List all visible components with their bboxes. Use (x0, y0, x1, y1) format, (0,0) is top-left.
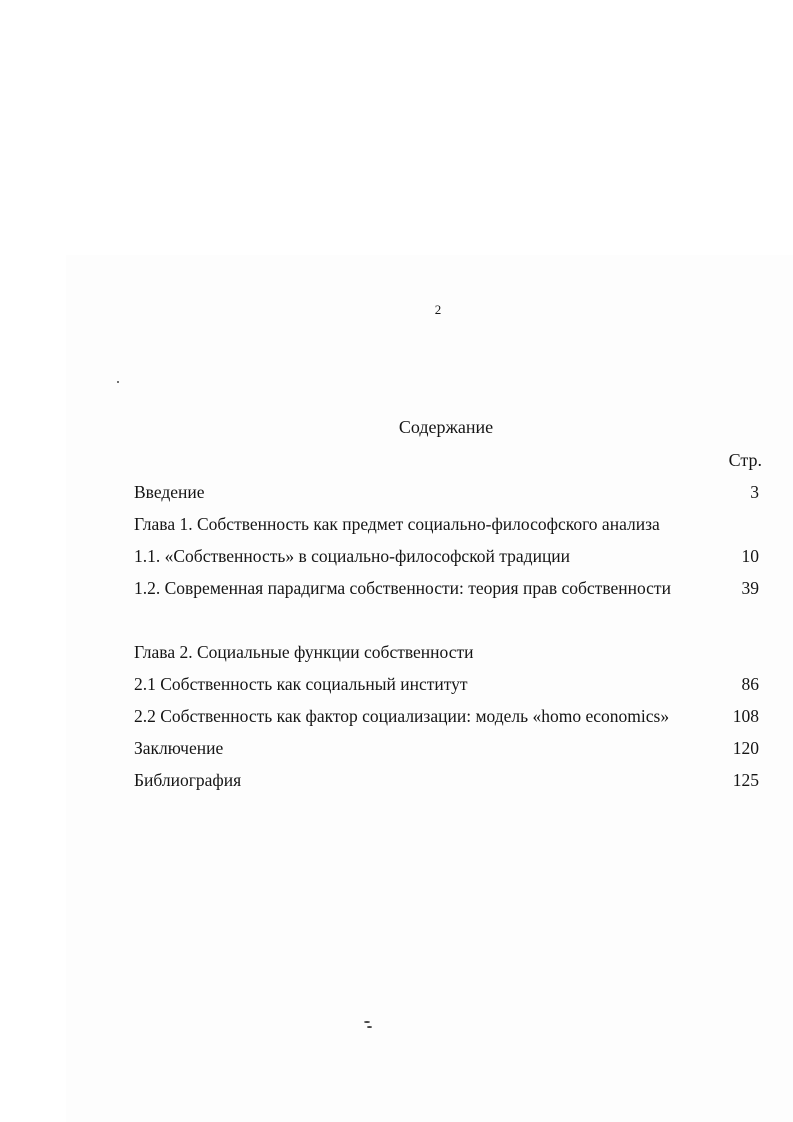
toc-entry-section-2-1 (134, 673, 764, 695)
toc-entry-conclusion (134, 737, 764, 759)
toc-entry-label: Заключение (134, 738, 224, 758)
toc-entry-page: 108 (732, 706, 759, 726)
page-column-label: Стр. (728, 450, 762, 470)
toc-entry-page: 86 (741, 674, 759, 694)
toc-entry-chapter-2 (134, 641, 764, 663)
toc-entry-section-1-1 (134, 545, 764, 567)
toc-entry-label: Глава 2. Социальные функции собственности (134, 642, 474, 662)
toc-entry-page: 125 (732, 770, 759, 790)
scan-speck (367, 1026, 372, 1028)
toc-entry-label: 1.2. Современная парадигма собственности: теория прав собственности (134, 578, 671, 598)
toc-entry-page: 3 (750, 482, 759, 502)
toc-entry-label: Библиография (134, 770, 242, 790)
toc-entry-page: 10 (741, 546, 759, 566)
toc-entry-label: 1.1. «Собственность» в социально-философской традиции (134, 546, 571, 566)
toc-entry-label: Глава 1. Собственность как предмет социально-философского анализа (134, 514, 660, 534)
toc-entry-label: 2.2 Собственность как фактор социализации: модель «homo economics» (134, 706, 670, 726)
toc-entry-page: 39 (741, 578, 759, 598)
toc-entry-chapter-1 (134, 513, 764, 535)
toc-title: Содержание (398, 417, 494, 437)
scan-speck (364, 1021, 370, 1023)
toc-entry-section-2-2 (134, 705, 764, 727)
toc-entry-introduction (134, 481, 764, 503)
page-number: 2 (434, 302, 442, 317)
toc-entry-label: Введение (134, 482, 205, 502)
toc-entry-bibliography (134, 769, 764, 791)
toc-entry-page: 120 (732, 738, 759, 758)
toc-entry-label: 2.1 Собственность как социальный институт (134, 674, 468, 694)
toc-entry-section-1-2 (134, 577, 764, 599)
scan-speck (117, 381, 119, 383)
